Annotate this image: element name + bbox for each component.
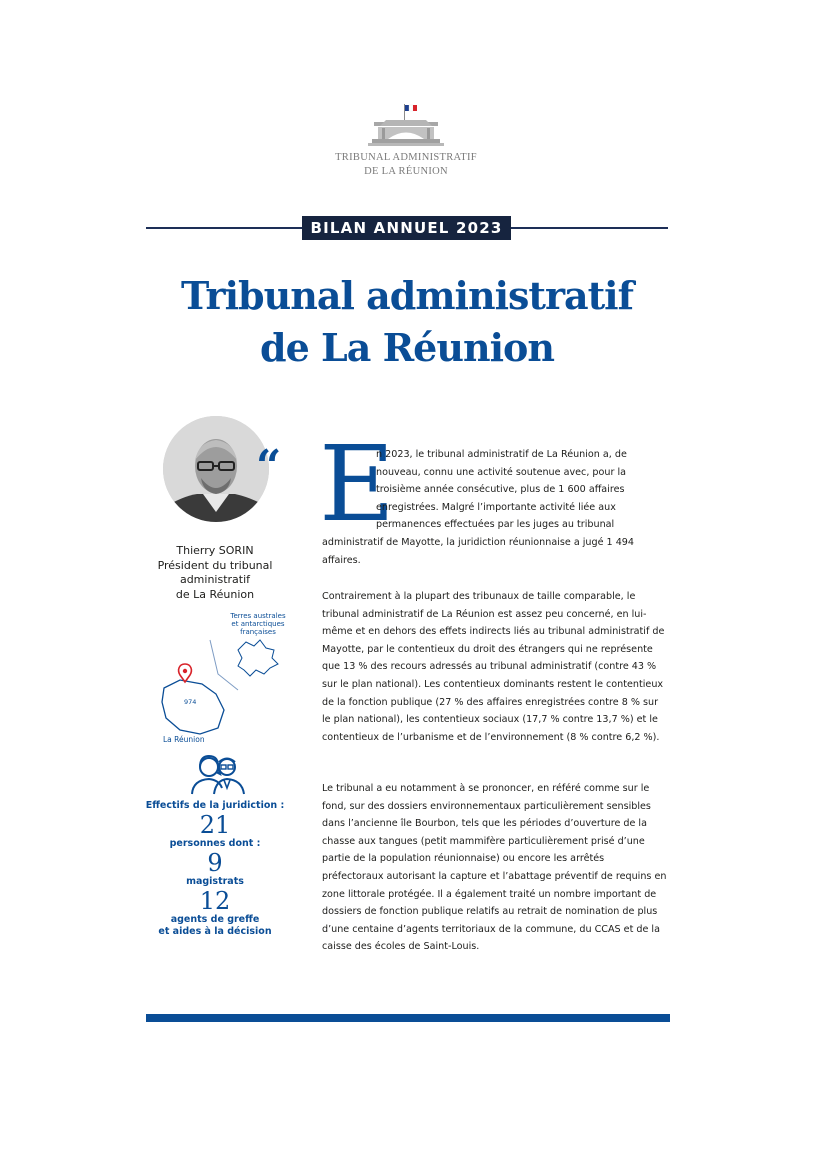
courthouse-emblem-icon — [330, 100, 482, 150]
title-line1: Tribunal administratif — [181, 273, 633, 318]
reunion-island-shape — [162, 680, 224, 734]
taaf-divider-line — [210, 640, 238, 690]
court-logo — [330, 100, 482, 184]
president-role-line1: Président du tribunal — [157, 558, 273, 572]
stats-header: Effectifs de la juridiction : — [145, 800, 285, 811]
map-label-taaf-line1: Terres australes — [230, 612, 286, 620]
quote-mark-icon: “ — [256, 441, 282, 492]
logo-text-line1: TRIBUNAL ADMINISTRATIF — [335, 152, 477, 163]
map-label-taaf-line2: et antarctiques — [231, 620, 285, 628]
stats-agents-label-2: et aides à la décision — [158, 926, 272, 937]
map-label-taaf-line3: françaises — [240, 628, 276, 636]
page-title — [100, 270, 714, 374]
title-line2: de La Réunion — [260, 325, 554, 370]
map-label-dept: 974 — [184, 698, 197, 706]
paragraph-3: Le tribunal a eu notamment à se prononcer, en référé comme sur le fond, sur des dossiers environnementaux particulièrement sensibles dans l’ancienne île Bourbon, tels que les périodes d’ouverture de la chasse aux tangues (petit mammifère particulièrement prisé d’une partie de la population réunionnaise) ou encore les arrêtés préfectoraux autorisant la capture et l’abattage préventif de requins en zone littorale protégée. Il a également traité un nombre important de dossiers de fonction publique relatifs au retrait de nomination de plus d’une centaine d’agents territoriaux de la commune, du CCAS et de la caisse des écoles de Saint-Louis. — [322, 783, 667, 953]
stats-magistrats-label: magistrats — [186, 876, 244, 887]
banner-label: BILAN ANNUEL 2023 — [302, 216, 511, 240]
president-caption — [150, 544, 280, 602]
portrait-image — [163, 416, 269, 522]
president-name: Thierry SORIN — [176, 544, 254, 557]
taaf-territory-shape — [238, 640, 278, 676]
paragraph-1-first: n 2023, le tribunal administratif de La Réunion a, de nouveau, connu une activité soutenue avec, pour la troisième année consécutive, plus de 1 600 affaires enregistrées. Malgré l’importante activité liée aux permanences effectuées par les juges au tribunal — [376, 449, 627, 531]
president-photo — [163, 416, 269, 522]
stats-agents-label-1: agents de greffe — [170, 914, 260, 925]
bottom-bar — [146, 1014, 670, 1022]
stats-total-label: personnes dont : — [169, 838, 261, 849]
stats-total-value: 21 — [199, 811, 231, 839]
map-label-reunion: La Réunion — [163, 735, 205, 744]
staff-stats — [140, 800, 290, 938]
banner-rule-right — [510, 227, 668, 229]
logo-text-line2: DE LA RÉUNION — [364, 166, 448, 177]
reunion-map — [158, 632, 298, 742]
president-role-line3: de La Réunion — [175, 587, 255, 601]
paragraph-2: Contrairement à la plupart des tribunaux de taille comparable, le tribunal administratif de La Réunion est assez peu concerné, en lui-même et en dehors des effets indirects liés au tribunal administratif de Mayotte, par le contentieux du droit des étrangers qui ne représente que 13 % des recours adressés au tribunal administratif (contre 43 % sur le plan national). Les contentieux dominants restent le contentieux de la fonction publique (27 % des affaires enregistrées contre 8 % sur le plan national), les contentieux sociaux (17,7 % contre 13,7 %) et le contentieux de l’urbanisme et de l’environnement (8 % contre 6,2 %). — [322, 591, 665, 743]
drop-cap: E — [319, 423, 395, 545]
stats-magistrats-value: 9 — [207, 849, 223, 877]
people-icon — [190, 752, 246, 796]
stats-agents-value: 12 — [199, 887, 231, 915]
map-pin-icon — [179, 664, 192, 682]
president-role-line2: administratif — [179, 573, 251, 586]
banner-rule-left — [146, 227, 304, 229]
paragraph-1-rest: administratif de Mayotte, la juridiction réunionnaise a jugé 1 494 affaires. — [322, 537, 635, 566]
